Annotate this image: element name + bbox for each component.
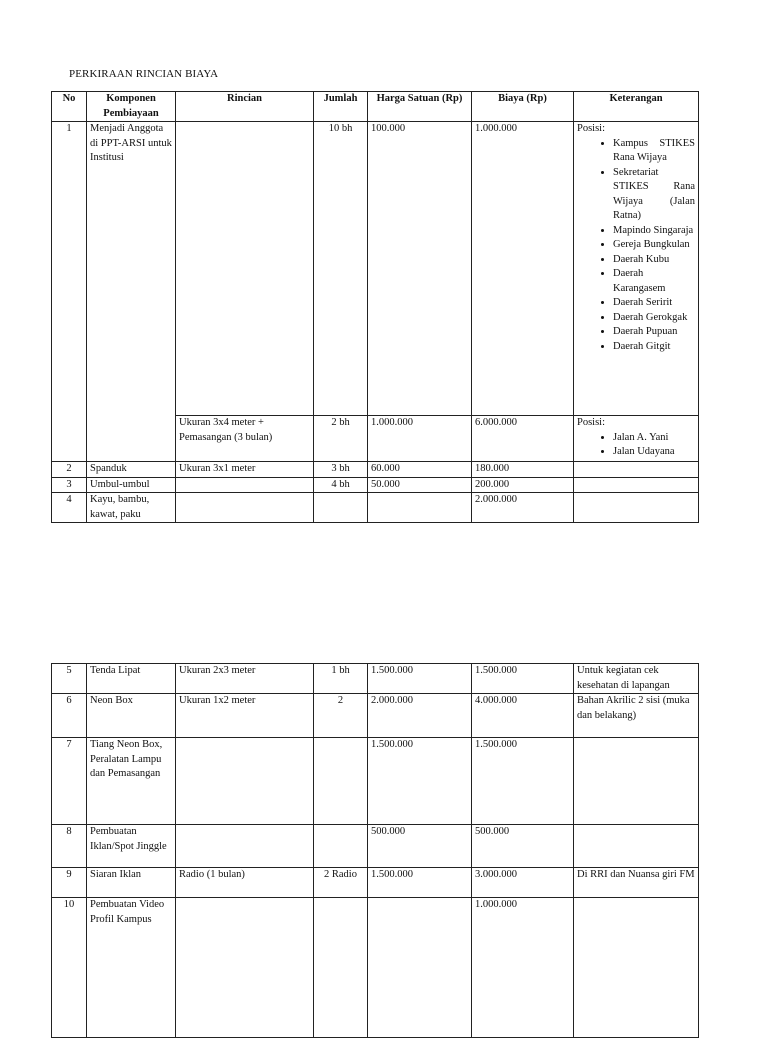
header-keterangan: Keterangan	[574, 92, 699, 122]
cell-biaya: 1.000.000	[472, 122, 574, 416]
cell-biaya: 3.000.000	[472, 868, 574, 898]
header-komponen: Komponen Pembiayaan	[87, 92, 176, 122]
cell-komponen: Neon Box	[87, 694, 176, 738]
cell-jumlah: 4 bh	[314, 477, 368, 493]
cell-harga-satuan: 1.500.000	[368, 738, 472, 825]
cell-no: 8	[52, 825, 87, 868]
table-row	[52, 868, 699, 898]
cell-biaya: 2.000.000	[472, 493, 574, 523]
cell-no: 7	[52, 738, 87, 825]
cell-no: 3	[52, 477, 87, 493]
cell-komponen: Menjadi Anggota di PPT-ARSI untuk Institusi	[87, 122, 176, 462]
cell-komponen: Umbul-umbul	[87, 477, 176, 493]
cell-keterangan	[574, 462, 699, 478]
cell-harga-satuan: 1.500.000	[368, 664, 472, 694]
cell-jumlah	[314, 825, 368, 868]
cell-biaya: 1.500.000	[472, 664, 574, 694]
cell-rincian: Ukuran 3x1 meter	[176, 462, 314, 478]
cell-jumlah: 2 Radio	[314, 868, 368, 898]
cell-no: 2	[52, 462, 87, 478]
cell-komponen: Tiang Neon Box, Peralatan Lampu dan Pemasangan	[87, 738, 176, 825]
cell-biaya: 1.000.000	[472, 898, 574, 1038]
page-title: PERKIRAAN RINCIAN BIAYA	[69, 68, 219, 80]
cell-harga-satuan: 1.000.000	[368, 416, 472, 462]
location-list	[577, 137, 695, 355]
cell-rincian: Ukuran 3x4 meter + Pemasangan (3 bulan)	[176, 416, 314, 462]
cell-harga-satuan: 500.000	[368, 825, 472, 868]
cell-keterangan	[574, 416, 699, 462]
list-item: • Mapindo Singaraja	[613, 224, 695, 239]
cell-biaya: 180.000	[472, 462, 574, 478]
cell-rincian	[176, 825, 314, 868]
header-harga-satuan: Harga Satuan (Rp)	[368, 92, 472, 122]
cell-jumlah: 2	[314, 694, 368, 738]
cell-jumlah: 2 bh	[314, 416, 368, 462]
table-row	[52, 825, 699, 868]
cell-rincian	[176, 493, 314, 523]
keterangan-label: Posisi:	[577, 417, 606, 428]
list-item: • Gereja Bungkulan	[613, 238, 695, 253]
table-row	[52, 462, 699, 478]
list-item: • Daerah Gerokgak	[613, 311, 695, 326]
cell-komponen: Pembuatan Video Profil Kampus	[87, 898, 176, 1038]
table-row	[52, 477, 699, 493]
header-jumlah: Jumlah	[314, 92, 368, 122]
cell-jumlah: 1 bh	[314, 664, 368, 694]
cell-harga-satuan: 1.500.000	[368, 868, 472, 898]
cell-keterangan: Untuk kegiatan cek kesehatan di lapangan	[574, 664, 699, 694]
cell-keterangan	[574, 477, 699, 493]
table-row	[52, 738, 699, 825]
cell-jumlah: 3 bh	[314, 462, 368, 478]
list-item: • Daerah Karangasem	[613, 267, 695, 296]
cell-jumlah	[314, 493, 368, 523]
list-item: • Daerah Gitgit	[613, 340, 695, 355]
cell-keterangan	[574, 738, 699, 825]
header-rincian: Rincian	[176, 92, 314, 122]
cell-no: 9	[52, 868, 87, 898]
list-item: • Sekretariat STIKES Rana Wijaya (Jalan Ratna)	[613, 166, 695, 224]
table-row	[52, 898, 699, 1038]
table-row	[52, 694, 699, 738]
list-item: • Daerah Pupuan	[613, 325, 695, 340]
cell-keterangan	[574, 122, 699, 416]
header-no: No	[52, 92, 87, 122]
cell-komponen: Spanduk	[87, 462, 176, 478]
table-row	[52, 122, 699, 416]
cell-keterangan: Di RRI dan Nuansa giri FM	[574, 868, 699, 898]
cell-jumlah	[314, 738, 368, 825]
cell-harga-satuan	[368, 493, 472, 523]
cell-biaya: 1.500.000	[472, 738, 574, 825]
cost-table-part-2	[51, 663, 699, 1038]
cell-rincian: Ukuran 2x3 meter	[176, 664, 314, 694]
cell-rincian	[176, 898, 314, 1038]
cell-no: 4	[52, 493, 87, 523]
cell-keterangan	[574, 898, 699, 1038]
cell-komponen: Pembuatan Iklan/Spot Jinggle	[87, 825, 176, 868]
cell-no: 1	[52, 122, 87, 462]
cell-rincian	[176, 477, 314, 493]
list-item: • Kampus STIKES Rana Wijaya	[613, 137, 695, 166]
cell-harga-satuan: 100.000	[368, 122, 472, 416]
cell-no: 5	[52, 664, 87, 694]
cell-harga-satuan: 60.000	[368, 462, 472, 478]
cell-no: 10	[52, 898, 87, 1038]
cell-biaya: 200.000	[472, 477, 574, 493]
list-item: • Jalan Udayana	[613, 445, 695, 460]
cell-rincian	[176, 122, 314, 416]
table-row	[52, 493, 699, 523]
cell-rincian: Ukuran 1x2 meter	[176, 694, 314, 738]
cell-komponen: Tenda Lipat	[87, 664, 176, 694]
list-item: • Daerah Seririt	[613, 296, 695, 311]
header-biaya: Biaya (Rp)	[472, 92, 574, 122]
cell-rincian: Radio (1 bulan)	[176, 868, 314, 898]
cell-rincian	[176, 738, 314, 825]
cell-komponen: Kayu, bambu, kawat, paku	[87, 493, 176, 523]
cell-keterangan	[574, 825, 699, 868]
cell-keterangan	[574, 493, 699, 523]
table-header-row	[52, 92, 699, 122]
cell-harga-satuan: 2.000.000	[368, 694, 472, 738]
table-row	[52, 664, 699, 694]
cell-komponen: Siaran Iklan	[87, 868, 176, 898]
cell-jumlah: 10 bh	[314, 122, 368, 416]
keterangan-label: Posisi:	[577, 123, 606, 134]
list-item: • Jalan A. Yani	[613, 431, 695, 446]
cell-biaya: 6.000.000	[472, 416, 574, 462]
cell-jumlah	[314, 898, 368, 1038]
cost-table-part-1	[51, 91, 699, 523]
cell-biaya: 4.000.000	[472, 694, 574, 738]
cell-keterangan: Bahan Akrilic 2 sisi (muka dan belakang)	[574, 694, 699, 738]
cell-no: 6	[52, 694, 87, 738]
cell-biaya: 500.000	[472, 825, 574, 868]
cell-harga-satuan	[368, 898, 472, 1038]
location-list	[577, 431, 695, 460]
list-item: • Daerah Kubu	[613, 253, 695, 268]
cell-harga-satuan: 50.000	[368, 477, 472, 493]
